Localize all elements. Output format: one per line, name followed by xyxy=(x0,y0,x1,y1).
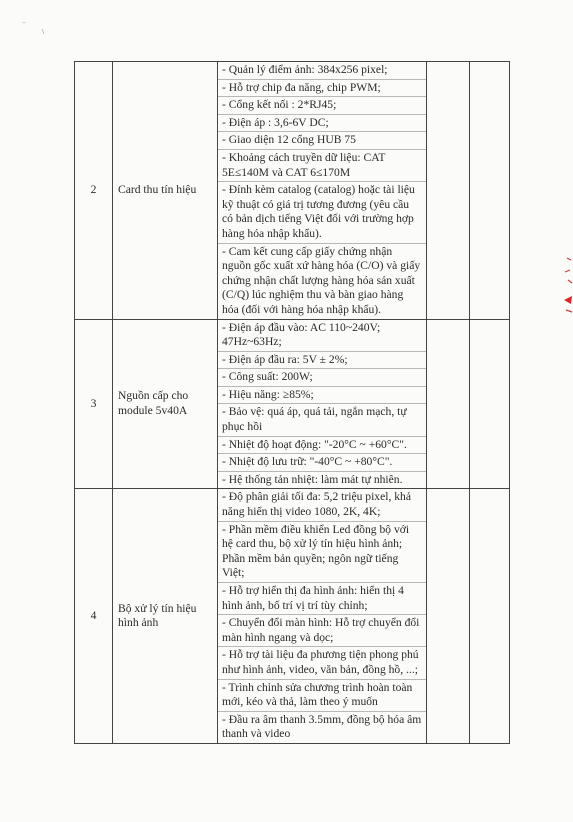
table-row xyxy=(75,489,510,744)
empty-cell xyxy=(427,489,470,744)
spec-item: - Nhiệt độ lưu trữ: "-40°C ~ +80°C". xyxy=(218,454,426,472)
spec-item: - Cam kết cung cấp giấy chứng nhận nguồn gốc xuất xứ hàng hóa (C/O) và giấy chứng nhận chất lượng hàng hóa sản xuất (C/Q) lúc nghiệm thu và bàn giao hàng hóa (đối với hàng hóa nhập khẩu). xyxy=(222,244,421,316)
table-row xyxy=(75,62,510,320)
spec-item: - Hệ thống tản nhiệt: làm mát tự nhiên. xyxy=(222,472,403,486)
spec-item: - Điện áp đầu vào: AC 110~240V; 47Hz~63Hz; xyxy=(218,320,426,352)
row-number: 2 xyxy=(75,62,113,320)
spec-item: - Điện áp đầu ra: 5V ± 2%; xyxy=(218,352,426,370)
item-name: Nguồn cấp cho module 5v40A xyxy=(113,319,218,489)
item-name: Bộ xử lý tín hiệu hình ảnh xyxy=(113,489,218,744)
spec-item: - Công suất: 200W; xyxy=(218,369,426,387)
scan-marks xyxy=(20,15,50,45)
spec-item: - Quản lý điểm ảnh: 384x256 pixel; xyxy=(218,62,426,80)
spec-cell xyxy=(218,62,427,320)
spec-item: - Khoảng cách truyền dữ liệu: CAT 5E≤140M và CAT 6≤170M xyxy=(218,150,426,182)
svg-text:..: .. xyxy=(22,16,26,25)
spec-item: - Giao diện 12 cổng HUB 75 xyxy=(218,132,426,150)
spec-list xyxy=(218,320,426,489)
empty-cell xyxy=(470,62,510,320)
item-name: Card thu tín hiệu xyxy=(113,62,218,320)
empty-cell xyxy=(470,489,510,744)
spec-item: - Hỗ trợ tài liệu đa phương tiện phong phú như hình ảnh, video, văn bản, đồng hồ, ...; xyxy=(218,647,426,679)
spec-item: - Điện áp : 3,6-6V DC; xyxy=(218,115,426,133)
spec-list xyxy=(218,489,426,743)
spec-item: - Độ phân giải tối đa: 5,2 triệu pixel, khả năng hiển thị video 1080, 2K, 4K; xyxy=(218,489,426,521)
spec-item: - Trình chỉnh sửa chương trình hoàn toàn mới, kéo và thả, làm theo ý muốn xyxy=(218,680,426,712)
spec-item: - Chuyển đổi màn hình: Hỗ trợ chuyển đổi màn hình ngang và dọc; xyxy=(218,615,426,647)
spec-list xyxy=(218,62,426,319)
spec-item: - Bảo vệ: quá áp, quá tải, ngắn mạch, tự phục hồi xyxy=(218,404,426,436)
spec-item: - Hiệu năng: ≥85%; xyxy=(218,387,426,405)
spec-item: - Cổng kết nối : 2*RJ45; xyxy=(218,97,426,115)
specification-table xyxy=(74,61,510,744)
spec-item: - Nhiệt độ hoạt động: "-20°C ~ +60°C". xyxy=(218,437,426,455)
red-stamp-edge xyxy=(559,250,573,350)
table-row xyxy=(75,319,510,489)
empty-cell xyxy=(427,62,470,320)
spec-item: - Phần mềm điều khiển Led đồng bộ với hệ card thu, bộ xử lý tín hiệu hình ảnh; Phần mềm bản quyền; ngôn ngữ tiếng Việt; xyxy=(218,522,426,583)
row-number: 3 xyxy=(75,319,113,489)
spec-cell xyxy=(218,319,427,489)
spec-item: - Hỗ trợ chip đa năng, chip PWM; xyxy=(218,80,426,98)
spec-item: - Đầu ra âm thanh 3.5mm, đồng bộ hóa âm thanh và video xyxy=(222,712,422,741)
spec-item: - Hỗ trợ hiển thị đa hình ảnh: hiển thị 4 hình ảnh, bố trí vị trí tùy chỉnh; xyxy=(218,583,426,615)
row-number: 4 xyxy=(75,489,113,744)
spec-cell xyxy=(218,489,427,744)
empty-cell xyxy=(470,319,510,489)
spec-item: - Đính kèm catalog (catalog) hoặc tài liệu kỹ thuật có giá trị tương đương (yêu cầu có bản dịch tiếng Việt đối với trường hợp hàng hóa nhập khẩu). xyxy=(218,182,426,243)
empty-cell xyxy=(427,319,470,489)
